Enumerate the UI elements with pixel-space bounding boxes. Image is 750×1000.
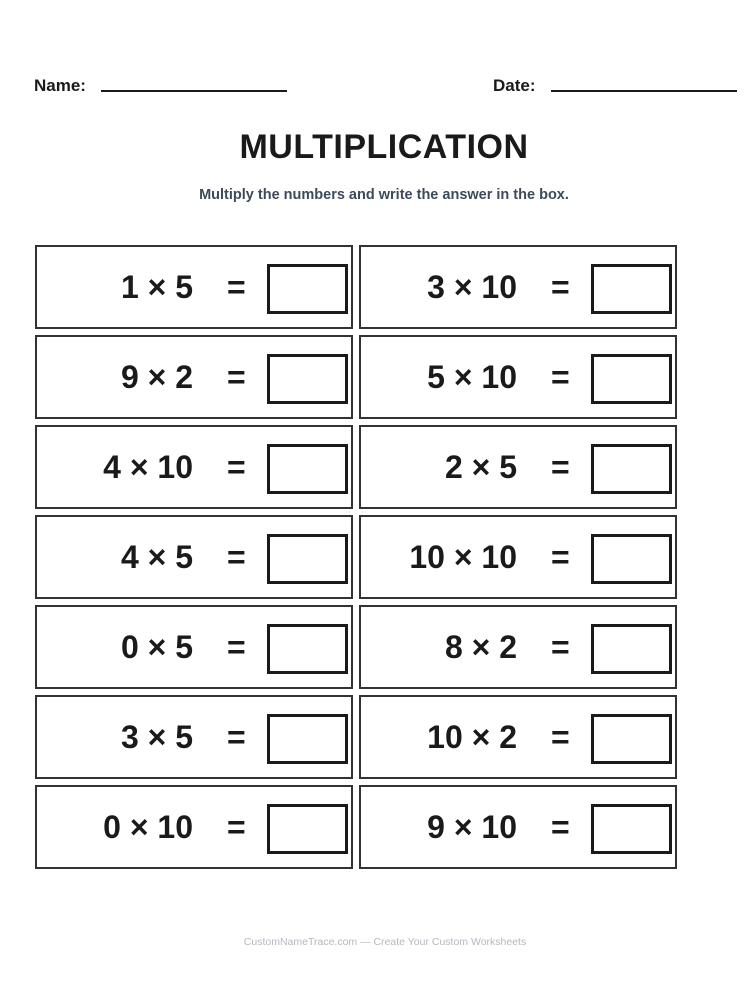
problem-expression <box>427 787 517 867</box>
operand-a: 0 <box>120 629 139 665</box>
operand-b: 10 <box>481 539 517 575</box>
operand-b: 10 <box>481 359 517 395</box>
operand-b: 2 <box>499 719 517 755</box>
date-label: Date: <box>493 76 536 95</box>
problem-cell <box>35 695 353 779</box>
problem-expression <box>427 247 517 327</box>
problem-cell <box>359 785 677 869</box>
operand-a: 0 <box>103 809 121 845</box>
equals-sign: = <box>551 449 570 485</box>
times-sign: × <box>147 719 167 755</box>
operand-a: 1 <box>120 269 139 305</box>
operand-b: 10 <box>157 809 193 845</box>
problem-expression <box>445 607 517 687</box>
problem-cell <box>359 515 677 599</box>
equals-sign: = <box>227 269 246 305</box>
times-sign: × <box>471 449 491 485</box>
problem-expression <box>121 337 193 417</box>
times-sign: × <box>453 539 473 575</box>
problem-expression <box>427 697 517 777</box>
answer-box[interactable] <box>267 624 348 674</box>
operand-b: 10 <box>481 269 517 305</box>
equals-sign: = <box>551 359 570 395</box>
times-sign: × <box>453 269 473 305</box>
problem-expression <box>409 517 517 597</box>
problem-cell <box>35 515 353 599</box>
operand-a: 9 <box>120 359 139 395</box>
answer-box[interactable] <box>591 804 672 854</box>
times-sign: × <box>129 809 149 845</box>
times-sign: × <box>147 629 167 665</box>
page-title: MULTIPLICATION <box>239 128 529 166</box>
operand-a: 2 <box>444 449 463 485</box>
operand-b: 5 <box>499 449 517 485</box>
operand-a: 10 <box>427 719 463 755</box>
answer-box[interactable] <box>267 534 348 584</box>
problem-expression <box>103 427 193 507</box>
problem-expression <box>427 337 517 417</box>
problem-cell <box>35 785 353 869</box>
equals-sign: = <box>227 629 246 665</box>
problem-expression <box>445 427 517 507</box>
operand-a: 4 <box>103 449 121 485</box>
answer-box[interactable] <box>591 444 672 494</box>
times-sign: × <box>453 809 473 845</box>
equals-sign: = <box>551 719 570 755</box>
problem-cell <box>35 245 353 329</box>
operand-a: 4 <box>120 539 139 575</box>
equals-sign: = <box>551 629 570 665</box>
name-line[interactable] <box>101 90 287 92</box>
operand-b: 2 <box>175 359 193 395</box>
problem-cell <box>35 425 353 509</box>
problem-expression <box>121 247 193 327</box>
operand-b: 10 <box>157 449 193 485</box>
operand-b: 10 <box>481 809 517 845</box>
date-field <box>493 76 738 96</box>
operand-a: 5 <box>427 359 445 395</box>
operand-a: 3 <box>427 269 445 305</box>
problem-expression <box>121 697 193 777</box>
equals-sign: = <box>227 809 246 845</box>
operand-a: 3 <box>120 719 139 755</box>
times-sign: × <box>147 269 167 305</box>
operand-b: 5 <box>175 719 193 755</box>
problem-cell <box>359 245 677 329</box>
problem-cell <box>359 605 677 689</box>
date-line[interactable] <box>551 90 737 92</box>
name-label: Name: <box>34 76 86 95</box>
times-sign: × <box>471 719 491 755</box>
operand-b: 2 <box>499 629 517 665</box>
answer-box[interactable] <box>267 714 348 764</box>
times-sign: × <box>453 359 473 395</box>
problem-cell <box>35 605 353 689</box>
times-sign: × <box>147 539 167 575</box>
equals-sign: = <box>551 269 570 305</box>
answer-box[interactable] <box>591 264 672 314</box>
answer-box[interactable] <box>267 354 348 404</box>
operand-a: 8 <box>444 629 463 665</box>
equals-sign: = <box>551 539 570 575</box>
problem-expression <box>121 607 193 687</box>
instructions: Multiply the numbers and write the answer in the box. <box>199 187 569 203</box>
answer-box[interactable] <box>591 624 672 674</box>
name-field <box>34 76 294 96</box>
equals-sign: = <box>551 809 570 845</box>
footer-credit: CustomNameTrace.com — Create Your Custom Worksheets <box>243 936 527 948</box>
operand-a: 10 <box>409 539 445 575</box>
equals-sign: = <box>227 359 246 395</box>
answer-box[interactable] <box>267 804 348 854</box>
problem-cell <box>359 335 677 419</box>
answer-box[interactable] <box>591 534 672 584</box>
operand-b: 5 <box>175 269 193 305</box>
problem-cell <box>359 425 677 509</box>
equals-sign: = <box>227 449 246 485</box>
operand-b: 5 <box>175 539 193 575</box>
answer-box[interactable] <box>267 264 348 314</box>
operand-b: 5 <box>175 629 193 665</box>
problem-expression <box>103 787 193 867</box>
answer-box[interactable] <box>591 714 672 764</box>
answer-box[interactable] <box>591 354 672 404</box>
equals-sign: = <box>227 539 246 575</box>
equals-sign: = <box>227 719 246 755</box>
problem-cell <box>359 695 677 779</box>
operand-a: 9 <box>427 809 445 845</box>
problem-expression <box>121 517 193 597</box>
times-sign: × <box>471 629 491 665</box>
answer-box[interactable] <box>267 444 348 494</box>
times-sign: × <box>129 449 149 485</box>
times-sign: × <box>147 359 167 395</box>
problem-cell <box>35 335 353 419</box>
